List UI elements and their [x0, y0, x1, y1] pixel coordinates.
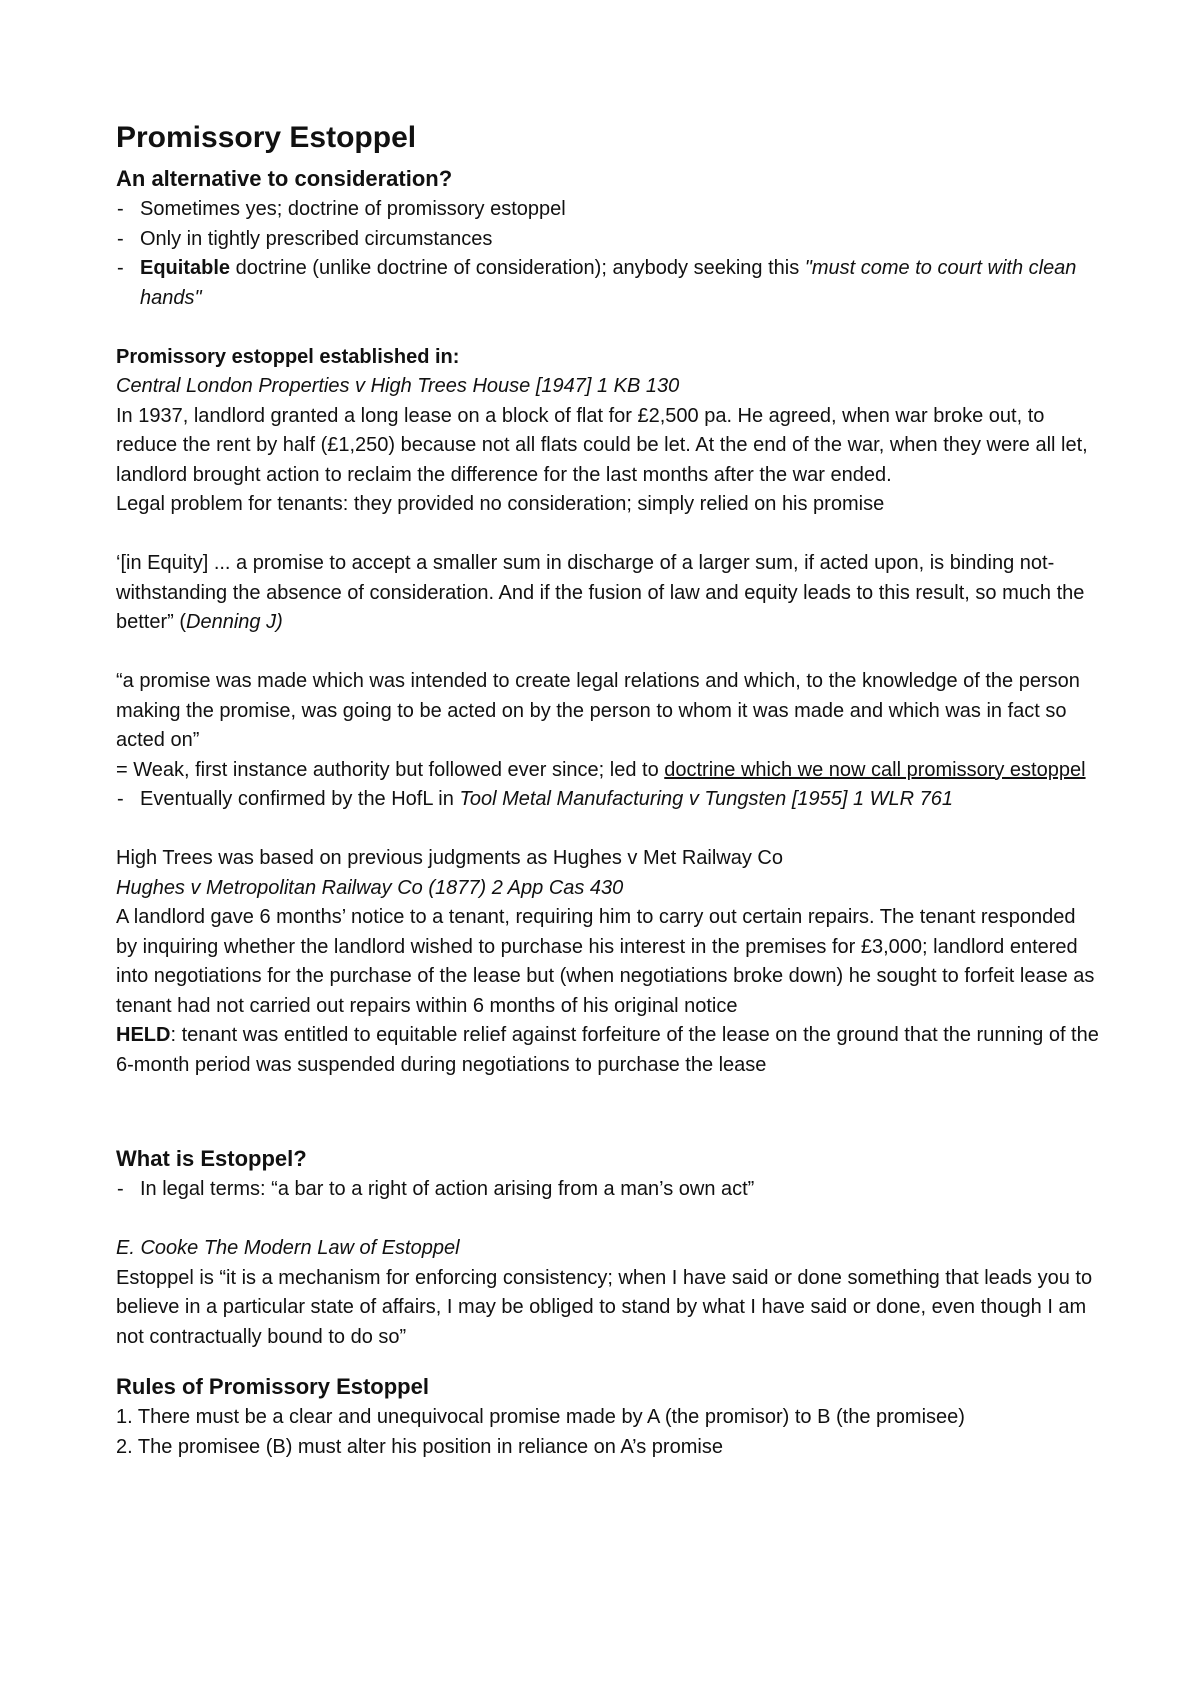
confirm-bullet-list	[116, 785, 1100, 815]
authority-note: = Weak, first instance authority but followed ever since; led to doctrine which we now call promissory estoppel	[116, 758, 1086, 781]
promise-quote: “a promise was made which was intended to create legal relations and which, to the knowledge of the person making the promise, was going to be acted on by the person to whom it was made and which was in fact so acted on”	[116, 670, 1080, 751]
list-item: - Sometimes yes; doctrine of promissory estoppel	[116, 195, 1100, 225]
case-citation-high-trees: Central London Properties v High Trees House [1947] 1 KB 130	[116, 375, 680, 397]
established-heading: Promissory estoppel established in:	[116, 345, 460, 368]
section-heading-rules: Rules of Promissory Estoppel	[116, 1374, 429, 1399]
italic-quote: "must come to court with clean hands"	[140, 257, 1077, 309]
hughes-held: HELD: tenant was entitled to equitable relief against forfeiture of the lease on the ground that the running of the 6-month period was suspended during negotiations to purchase the lease	[116, 1024, 1099, 1076]
alternative-bullet-list	[116, 195, 1100, 313]
legal-problem: Legal problem for tenants: they provided no consideration; simply relied on his promise	[116, 493, 885, 515]
denning-quote: ‘[in Equity] ... a promise to accept a smaller sum in discharge of a larger sum, if acted upon, is binding not-withstanding the absence of consideration. And if the fusion of law and equity leads to this result, so much the better” (Denning J)	[116, 552, 1085, 633]
held-label: HELD	[116, 1024, 171, 1046]
estoppel-bullet-list	[116, 1175, 1100, 1205]
list-item: - Eventually confirmed by the HofL in Tool Metal Manufacturing v Tungsten [1955] 1 WLR 761	[116, 785, 1100, 815]
list-item: - Only in tightly prescribed circumstances	[116, 225, 1100, 255]
underlined-doctrine: doctrine which we now call promissory estoppel	[664, 758, 1086, 781]
source-citation: E. Cooke The Modern Law of Estoppel	[116, 1237, 460, 1259]
case-citation-hughes: Hughes v Metropolitan Railway Co (1877) 2 App Cas 430	[116, 876, 624, 899]
hughes-facts: A landlord gave 6 months’ notice to a tenant, requiring him to carry out certain repairs. The tenant responded by inquiring whether the landlord wished to purchase his interest in the premises for £3,000; landlord entered into negotiations for the purchase of the lease but (when negotiations broke down) he sought to forfeit lease as tenant had not carried out repairs within 6 months of his original notice	[116, 906, 1095, 1017]
list-item: - Equitable doctrine (unlike doctrine of consideration); anybody seeking this "must come to court with clean hands"	[116, 254, 1100, 313]
list-item: - In legal terms: “a bar to a right of action arising from a man’s own act”	[116, 1175, 1100, 1205]
document-title: Promissory Estoppel	[116, 121, 417, 154]
judge-name: Denning J)	[186, 611, 283, 633]
estoppel-definition: Estoppel is “it is a mechanism for enforcing consistency; when I have said or done something that leads you to believe in a particular state of affairs, I may be obliged to stand by what I have said or done, even though I am not contractually bound to do so”	[116, 1266, 1093, 1348]
case-citation-tool-metal: Tool Metal Manufacturing v Tungsten [1955] 1 WLR 761	[459, 788, 954, 810]
section-heading-what-is-estoppel: What is Estoppel?	[116, 1146, 307, 1171]
high-trees-facts: In 1937, landlord granted a long lease on a block of flat for £2,500 pa. He agreed, when war broke out, to reduce the rent by half (£1,250) because not all flats could be let. At the end of the war, when they were all let, landlord brought action to reclaim the difference for the last months after the war ended.	[116, 404, 1088, 486]
rule-2: 2. The promisee (B) must alter his position in reliance on A’s promise	[116, 1435, 723, 1458]
rule-1: 1. There must be a clear and unequivocal promise made by A (the promisor) to B (the promisee)	[116, 1406, 965, 1428]
hughes-intro: High Trees was based on previous judgments as Hughes v Met Railway Co	[116, 847, 783, 869]
bold-term: Equitable	[140, 257, 231, 279]
section-heading-alternative: An alternative to consideration?	[116, 166, 453, 191]
